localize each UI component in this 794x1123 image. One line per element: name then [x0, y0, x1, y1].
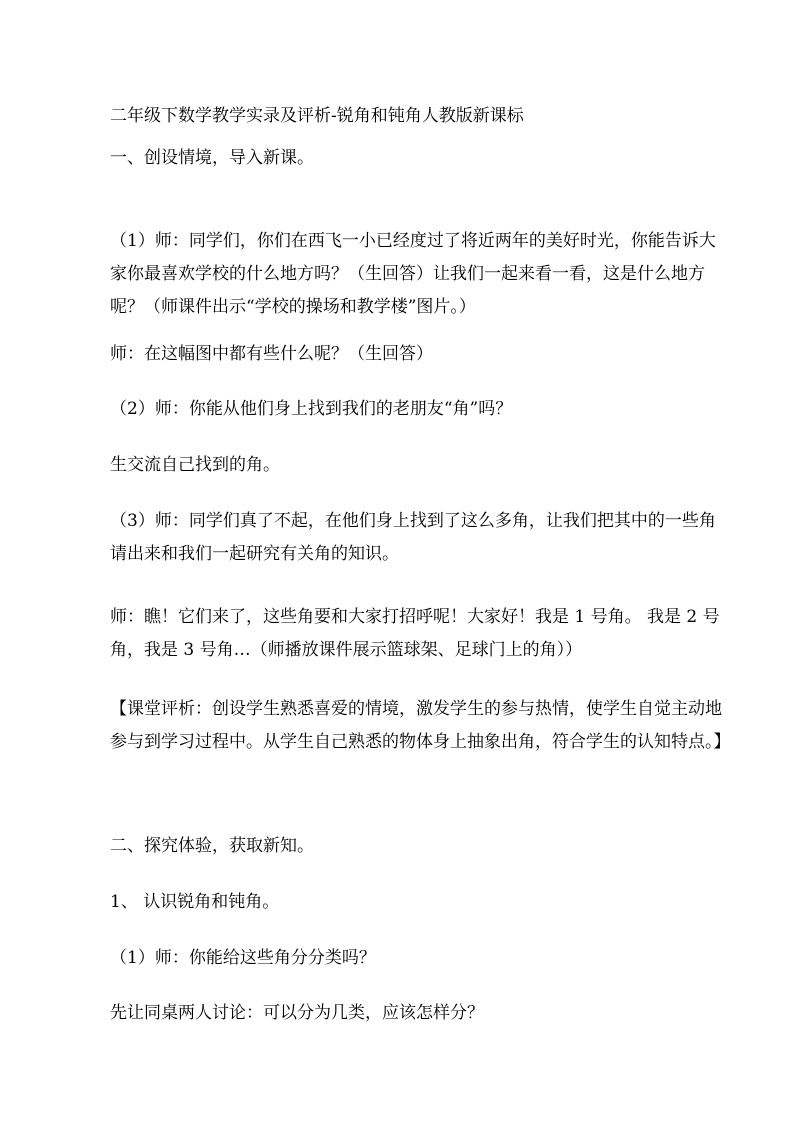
paragraph-5: （3）师：同学们真了不起，在他们身上找到了这么多角，让我们把其中的一些角请出来和我们一起研究有关角的知识。: [110, 511, 716, 564]
paragraph-2: 师：在这幅图中都有些什么呢？（生回答）: [110, 344, 433, 364]
paragraph-8: （1）师：你能给这些角分分类吗？: [110, 948, 376, 968]
paragraph-9: 先让同桌两人讨论：可以分为几类，应该怎样分？: [110, 1003, 484, 1023]
document-title: 二年级下数学教学实录及评析-锐角和钝角人教版新课标: [110, 106, 524, 126]
paragraph-1: （1）师：同学们，你们在西飞一小已经度过了将近两年的美好时光，你能告诉大家你最喜欢学校的什么地方吗？（生回答）让我们一起来看一看，这是什么地方呢？（师课件出示“学校的操场和教学楼”图片。）: [110, 231, 716, 317]
paragraph-3: （2）师：你能从他们身上找到我们的老朋友“角”吗？: [110, 399, 513, 419]
paragraph-4: 生交流自己找到的角。: [110, 455, 280, 475]
section-heading-2: 二、探究体验，获取新知。: [110, 836, 314, 856]
subsection-heading-1: 1、 认识锐角和钝角。: [110, 892, 280, 912]
classroom-commentary: 【课堂评析：创设学生熟悉喜爱的情境，激发学生的参与热情，使学生自觉主动地参与到学习过程中。从学生自己熟悉的物体身上抽象出角，符合学生的认知特点。】: [110, 699, 731, 752]
paragraph-6: 师：瞧！它们来了，这些角要和大家打招呼呢！大家好！我是 1 号角。 我是 2 号角，我是 3 号角…（师播放课件展示篮球架、足球门上的角））: [110, 607, 720, 660]
section-heading-1: 一、创设情境，导入新课。: [110, 148, 314, 168]
